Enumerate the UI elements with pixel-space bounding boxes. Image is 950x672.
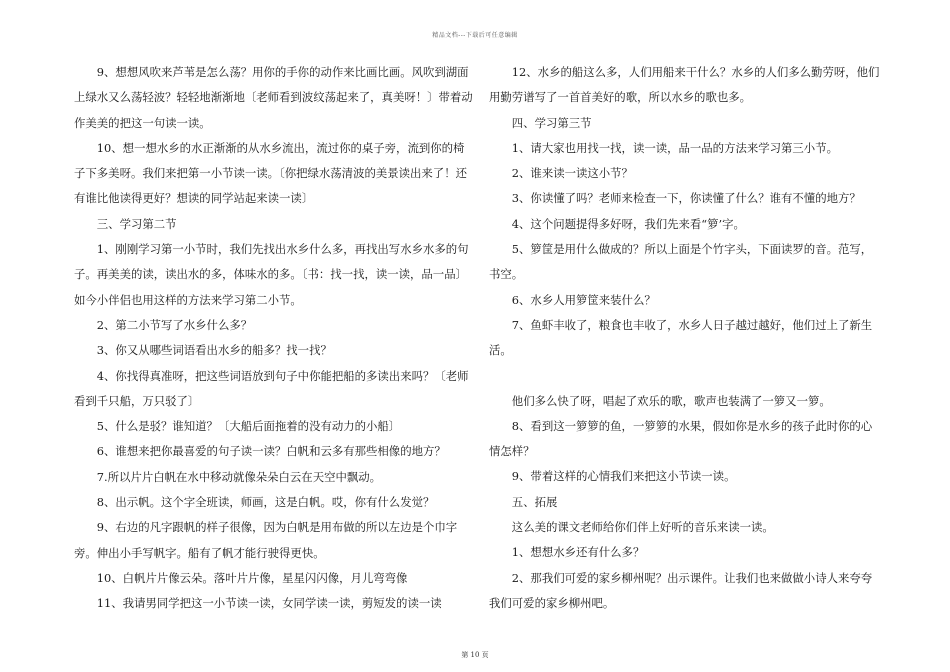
section-heading: 五、拓展: [511, 494, 558, 509]
paragraph: 1、请大家也用找一找，读一读，品一品的方法来学习第三小节。: [511, 140, 838, 155]
paragraph: 5、箩筐是用什么做成的？所以上面是个竹字头，下面读罗的音。范写，书空。: [489, 242, 873, 282]
paragraph: 5、什么是驳？谁知道？〔大船后面拖着的没有动力的小船〕: [96, 419, 401, 434]
paragraph: 4、你找得真准呀，把这些词语放到句子中你能把船的多读出来吗？〔老师看到千只船，万只驳了〕: [74, 368, 469, 408]
left-column: [74, 60, 474, 617]
paragraph: 12、水乡的船这么多，人们用船来干什么？水乡的人们多么勤劳呀，他们用勤劳谱写了一首首美好的歌，所以水乡的歌也多。: [489, 65, 880, 105]
paragraph: 6、水乡人用箩筐来装什么？: [511, 292, 656, 307]
paragraph: 他们多么快了呀，唱起了欢乐的歌，歌声也装满了一箩又一箩。: [511, 393, 831, 408]
page-number: 第 10 页: [461, 651, 489, 659]
page-header: 精品文档---下载后可任意编辑: [432, 32, 518, 39]
paragraph: 11、我请男同学把这一小节读一读，女同学读一读，剪短发的读一读: [96, 596, 442, 611]
paragraph: 2、谁来读一读这小节？: [511, 166, 633, 181]
paragraph: 3、你又从哪些词语看出水乡的船多？找一找？: [96, 343, 332, 358]
paragraph: 10、白帆片片像云朵。落叶片片像，星星闪闪像，月儿弯弯像: [96, 570, 408, 585]
paragraph: 8、看到这一箩箩的鱼，一箩箩的水果，假如你是水乡的孩子此时你的心情怎样？: [489, 418, 873, 459]
paragraph: 1、想想水乡还有什么多？: [511, 545, 645, 560]
paragraph: 7、鱼虾丰收了，粮食也丰收了，水乡人日子越过越好，他们过上了新生活。: [489, 317, 873, 358]
right-column: [489, 60, 881, 616]
paragraph: 10、想一想水乡的水正渐渐的从水乡流出，流过你的桌子旁，流到你的椅子下多美呀。我们来把第一小节读一读。〔你把绿水荡清波的美景读出来了！还有谁比他读得更好？想读的同学站起来读一读〕: [74, 140, 467, 206]
paragraph: 2、那我们可爱的家乡柳州呢？出示课件。让我们也来做做小诗人来夸夸我们可爱的家乡柳州吧。: [489, 570, 873, 610]
paragraph: 6、谁想来把你最喜爱的句子读一读？白帆和云多有那些相像的地方？: [96, 444, 446, 459]
paragraph-gap: [489, 364, 881, 389]
paragraph: 8、出示帆。这个字全班读，师画，这是白帆。哎，你有什么发觉？: [96, 495, 435, 510]
paragraph: 9、右边的凡字跟帆的样子很像，因为白帆是用布做的所以左边是个巾字旁。伸出小手写帆字。船有了帆才能行驶得更快。: [74, 520, 458, 560]
paragraph: 9、想想风吹来芦苇是怎么荡？用你的手你的动作来比画比画。风吹到湖面上绿水又么荡轻波？轻轻地渐渐地〔老师看到波纹荡起来了，真美呀！〕带着动作美美的把这一句读一读。: [74, 65, 473, 130]
paragraph: 7.所以片片白帆在水中移动就像朵朵白云在天空中飘动。: [96, 469, 382, 484]
paragraph: 3、你读懂了吗？老师来检查一下，你读懂了什么？谁有不懂的地方？: [511, 191, 861, 206]
paragraph: 4、这个问题提得多好呀，我们先来看“箩’字。: [511, 216, 745, 231]
paragraph: 2、第二小节写了水乡什么多？: [96, 317, 253, 332]
section-heading: 三、学习第二节: [96, 216, 177, 231]
paragraph: 这么美的课文老师给你们伴上好听的音乐来读一读。: [511, 520, 774, 535]
paragraph: 1、刚刚学习第一小节时，我们先找出水乡什么多，再找出写水乡水多的句子。再美美的读，读出水的多，体味水的多。〔书：找一找，读一读，品一品〕如今小伴侣也用这样的方法来学习第二小节。: [74, 242, 469, 307]
paragraph: 9、带着这样的心情我们来把这小节读一读。: [511, 469, 736, 484]
section-heading: 四、学习第三节: [511, 115, 592, 130]
